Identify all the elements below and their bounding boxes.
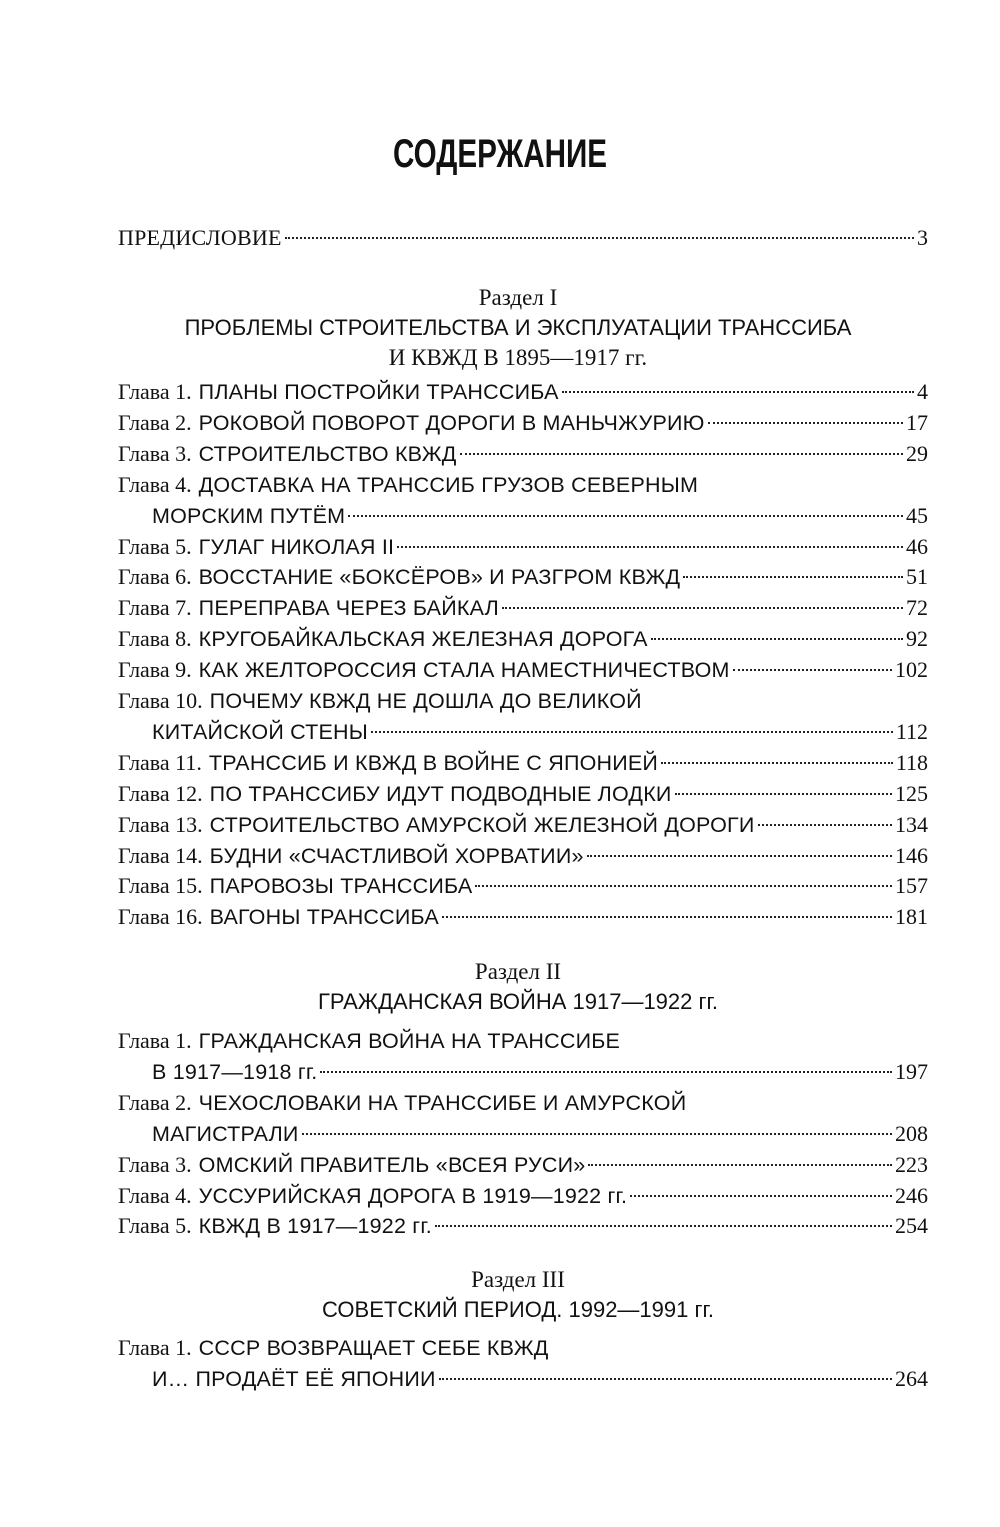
chapter-title: СТРОИТЕЛЬСТВО КВЖД	[198, 441, 457, 466]
toc-entry	[118, 748, 928, 778]
chapter-title: ДОСТАВКА НА ТРАНССИБ ГРУЗОВ СЕВЕРНЫМ	[198, 472, 699, 497]
chapter-label: Глава 1.	[118, 1335, 192, 1360]
dot-leader	[733, 669, 892, 671]
toc-entry	[118, 1026, 928, 1056]
chapter-page: 146	[895, 842, 928, 868]
chapter-label: Глава 6.	[118, 564, 192, 590]
chapter-label: Глава 12.	[118, 780, 203, 806]
toc-entry	[118, 810, 928, 840]
toc-entry	[118, 902, 928, 932]
toc-entry	[118, 841, 928, 871]
toc-entry-title: ПРЕДИСЛОВИЕ	[118, 225, 282, 250]
chapter-label: Глава 5.	[118, 533, 192, 559]
chapter-title: ПАРОВОЗЫ ТРАНССИБА	[209, 874, 473, 899]
chapter-label: Глава 16.	[118, 904, 203, 930]
toc-entry-continuation	[152, 1119, 928, 1149]
dot-leader	[320, 1071, 892, 1073]
chapter-title-continued: В 1917—1918 гг.	[152, 1059, 318, 1084]
toc-entry	[118, 624, 928, 654]
dot-leader	[587, 855, 892, 857]
chapter-title: ПО ТРАНССИБУ ИДУТ ПОДВОДНЫЕ ЛОДКИ	[209, 781, 672, 806]
toc-entry-continuation	[152, 1364, 928, 1394]
dot-leader	[475, 885, 892, 887]
chapter-title: ГРАЖДАНСКАЯ ВОЙНА НА ТРАНССИБЕ	[198, 1029, 621, 1053]
chapter-title: ГУЛАГ НИКОЛАЯ II	[198, 534, 395, 559]
chapter-title: ВОССТАНИЕ «БОКСЁРОВ» И РАЗГРОМ КВЖД	[198, 565, 681, 590]
chapter-page: 264	[895, 1365, 928, 1391]
section-title: ПРОБЛЕМЫ СТРОИТЕЛЬСТВА И ЭКСПЛУАТАЦИИ ТРАНССИБА	[184, 315, 852, 340]
chapter-label: Глава 3.	[118, 440, 192, 466]
chapter-page: 254	[895, 1213, 928, 1239]
dot-leader	[435, 1225, 892, 1227]
chapter-label: Глава 14.	[118, 842, 203, 868]
chapter-title: ПОЧЕМУ КВЖД НЕ ДОШЛА ДО ВЕЛИКОЙ	[209, 689, 642, 713]
chapter-page: 92	[906, 626, 928, 652]
toc-entry	[118, 562, 928, 592]
dot-leader	[442, 916, 892, 918]
chapter-label: Глава 5.	[118, 1213, 192, 1239]
chapter-label: Глава 7.	[118, 595, 192, 621]
toc-entry	[118, 1150, 928, 1180]
toc-entry-page: 3	[917, 225, 928, 250]
chapter-page: 4	[917, 379, 928, 404]
section-title: ГРАЖДАНСКАЯ ВОЙНА 1917—1922 гг.	[318, 989, 718, 1014]
chapter-page: 51	[906, 564, 928, 590]
toc-entry-continuation	[152, 717, 928, 747]
chapter-label: Глава 4.	[118, 1182, 192, 1208]
chapter-title: ОМСКИЙ ПРАВИТЕЛЬ «ВСЕЯ РУСИ»	[198, 1152, 586, 1177]
toc-entry	[118, 1181, 928, 1211]
chapter-page: 17	[906, 409, 928, 435]
chapter-title: КВЖД В 1917—1922 гг.	[198, 1214, 432, 1239]
dot-leader	[285, 237, 914, 239]
chapter-label: Глава 2.	[118, 409, 192, 435]
section-title: СОВЕТСКИЙ ПЕРИОД. 1992—1991 гг.	[322, 1297, 714, 1322]
chapter-title: РОКОВОЙ ПОВОРОТ ДОРОГИ В МАНЬЧЖУРИЮ	[198, 410, 705, 435]
section-label: Раздел II	[474, 959, 562, 984]
chapter-label: Глава 3.	[118, 1151, 192, 1177]
dot-leader	[562, 391, 914, 393]
chapter-title: СССР ВОЗВРАЩАЕТ СЕБЕ КВЖД	[198, 1336, 549, 1360]
toc-entry	[118, 377, 928, 407]
toc-entry	[118, 871, 928, 901]
page-title: СОДЕРЖАНИЕ	[393, 132, 607, 176]
dot-leader	[758, 824, 892, 826]
dot-leader	[397, 546, 903, 548]
section-label: Раздел I	[478, 285, 558, 310]
toc-entry	[118, 532, 928, 562]
toc-entry	[118, 686, 928, 716]
chapter-label: Глава 2.	[118, 1089, 192, 1115]
chapter-title: СТРОИТЕЛЬСТВО АМУРСКОЙ ЖЕЛЕЗНОЙ ДОРОГИ	[209, 812, 755, 837]
chapter-page: 246	[895, 1182, 928, 1208]
chapter-label: Глава 10.	[118, 688, 203, 713]
toc-entry-continuation	[152, 501, 928, 531]
dot-leader	[683, 576, 903, 578]
toc-entry	[118, 655, 928, 685]
chapter-title: ПЕРЕПРАВА ЧЕРЕЗ БАЙКАЛ	[198, 596, 499, 621]
dot-leader	[675, 793, 892, 795]
chapter-title: КАК ЖЕЛТОРОССИЯ СТАЛА НАМЕСТНИЧЕСТВОМ	[198, 658, 730, 683]
toc-entry	[118, 1088, 928, 1118]
chapter-page: 72	[906, 595, 928, 621]
chapter-page: 157	[895, 873, 928, 899]
toc-entry	[118, 1211, 928, 1241]
chapter-page: 208	[895, 1120, 928, 1146]
dot-leader	[661, 762, 893, 764]
dot-leader	[708, 422, 903, 424]
chapter-page: 181	[895, 904, 928, 930]
dot-leader	[371, 731, 893, 733]
chapter-title: ТРАНССИБ И КВЖД В ВОЙНЕ С ЯПОНИЕЙ	[208, 750, 659, 775]
toc-entry	[118, 408, 928, 438]
chapter-title-continued: МАГИСТРАЛИ	[152, 1121, 299, 1146]
section-title: И КВЖД В 1895—1917 гг.	[388, 345, 648, 370]
chapter-title: ЧЕХОСЛОВАКИ НА ТРАНССИБЕ И АМУРСКОЙ	[198, 1090, 687, 1115]
chapter-page: 134	[895, 811, 928, 837]
chapter-title: ВАГОНЫ ТРАНССИБА	[209, 905, 439, 930]
chapter-label: Глава 15.	[118, 873, 203, 899]
toc-entry	[118, 439, 928, 469]
chapter-label: Глава 8.	[118, 626, 192, 652]
toc-entry-continuation	[152, 1057, 928, 1087]
chapter-title-continued: МОРСКИМ ПУТЁМ	[152, 503, 346, 528]
chapter-label: Глава 1.	[118, 379, 192, 404]
chapter-label: Глава 9.	[118, 657, 192, 683]
section-label: Раздел III	[471, 1267, 565, 1292]
dot-leader	[439, 1378, 892, 1380]
toc-entry	[118, 779, 928, 809]
dot-leader	[348, 515, 903, 517]
chapter-page: 125	[895, 780, 928, 806]
dot-leader	[630, 1195, 892, 1197]
chapter-page: 112	[895, 718, 928, 744]
chapter-title: УССУРИЙСКАЯ ДОРОГА В 1919—1922 гг.	[198, 1183, 628, 1208]
chapter-label: Глава 1.	[118, 1028, 192, 1053]
chapter-title: КРУГОБАЙКАЛЬСКАЯ ЖЕЛЕЗНАЯ ДОРОГА	[198, 627, 648, 652]
chapter-label: Глава 4.	[118, 471, 192, 497]
toc-entry	[118, 593, 928, 623]
chapter-page: 45	[906, 502, 928, 528]
chapter-title: БУДНИ «СЧАСТЛИВОЙ ХОРВАТИИ»	[209, 843, 584, 868]
chapter-label: Глава 13.	[118, 811, 203, 837]
chapter-label: Глава 11.	[118, 749, 202, 775]
toc-entry-preface	[118, 223, 928, 253]
chapter-title-continued: КИТАЙСКОЙ СТЕНЫ	[152, 719, 368, 744]
toc-entry	[118, 1333, 928, 1363]
dot-leader	[588, 1164, 892, 1166]
toc-entry	[118, 470, 928, 500]
chapter-title-continued: И… ПРОДАЁТ ЕЁ ЯПОНИИ	[152, 1366, 436, 1391]
dot-leader	[502, 607, 903, 609]
chapter-title: ПЛАНЫ ПОСТРОЙКИ ТРАНССИБА	[198, 380, 559, 404]
dot-leader	[651, 638, 903, 640]
chapter-page: 223	[895, 1151, 928, 1177]
dot-leader	[302, 1133, 892, 1135]
dot-leader	[460, 453, 903, 455]
chapter-page: 197	[895, 1058, 928, 1084]
chapter-page: 29	[906, 440, 928, 466]
chapter-page: 46	[906, 533, 928, 559]
chapter-page: 102	[895, 657, 928, 683]
chapter-page: 118	[895, 749, 928, 775]
